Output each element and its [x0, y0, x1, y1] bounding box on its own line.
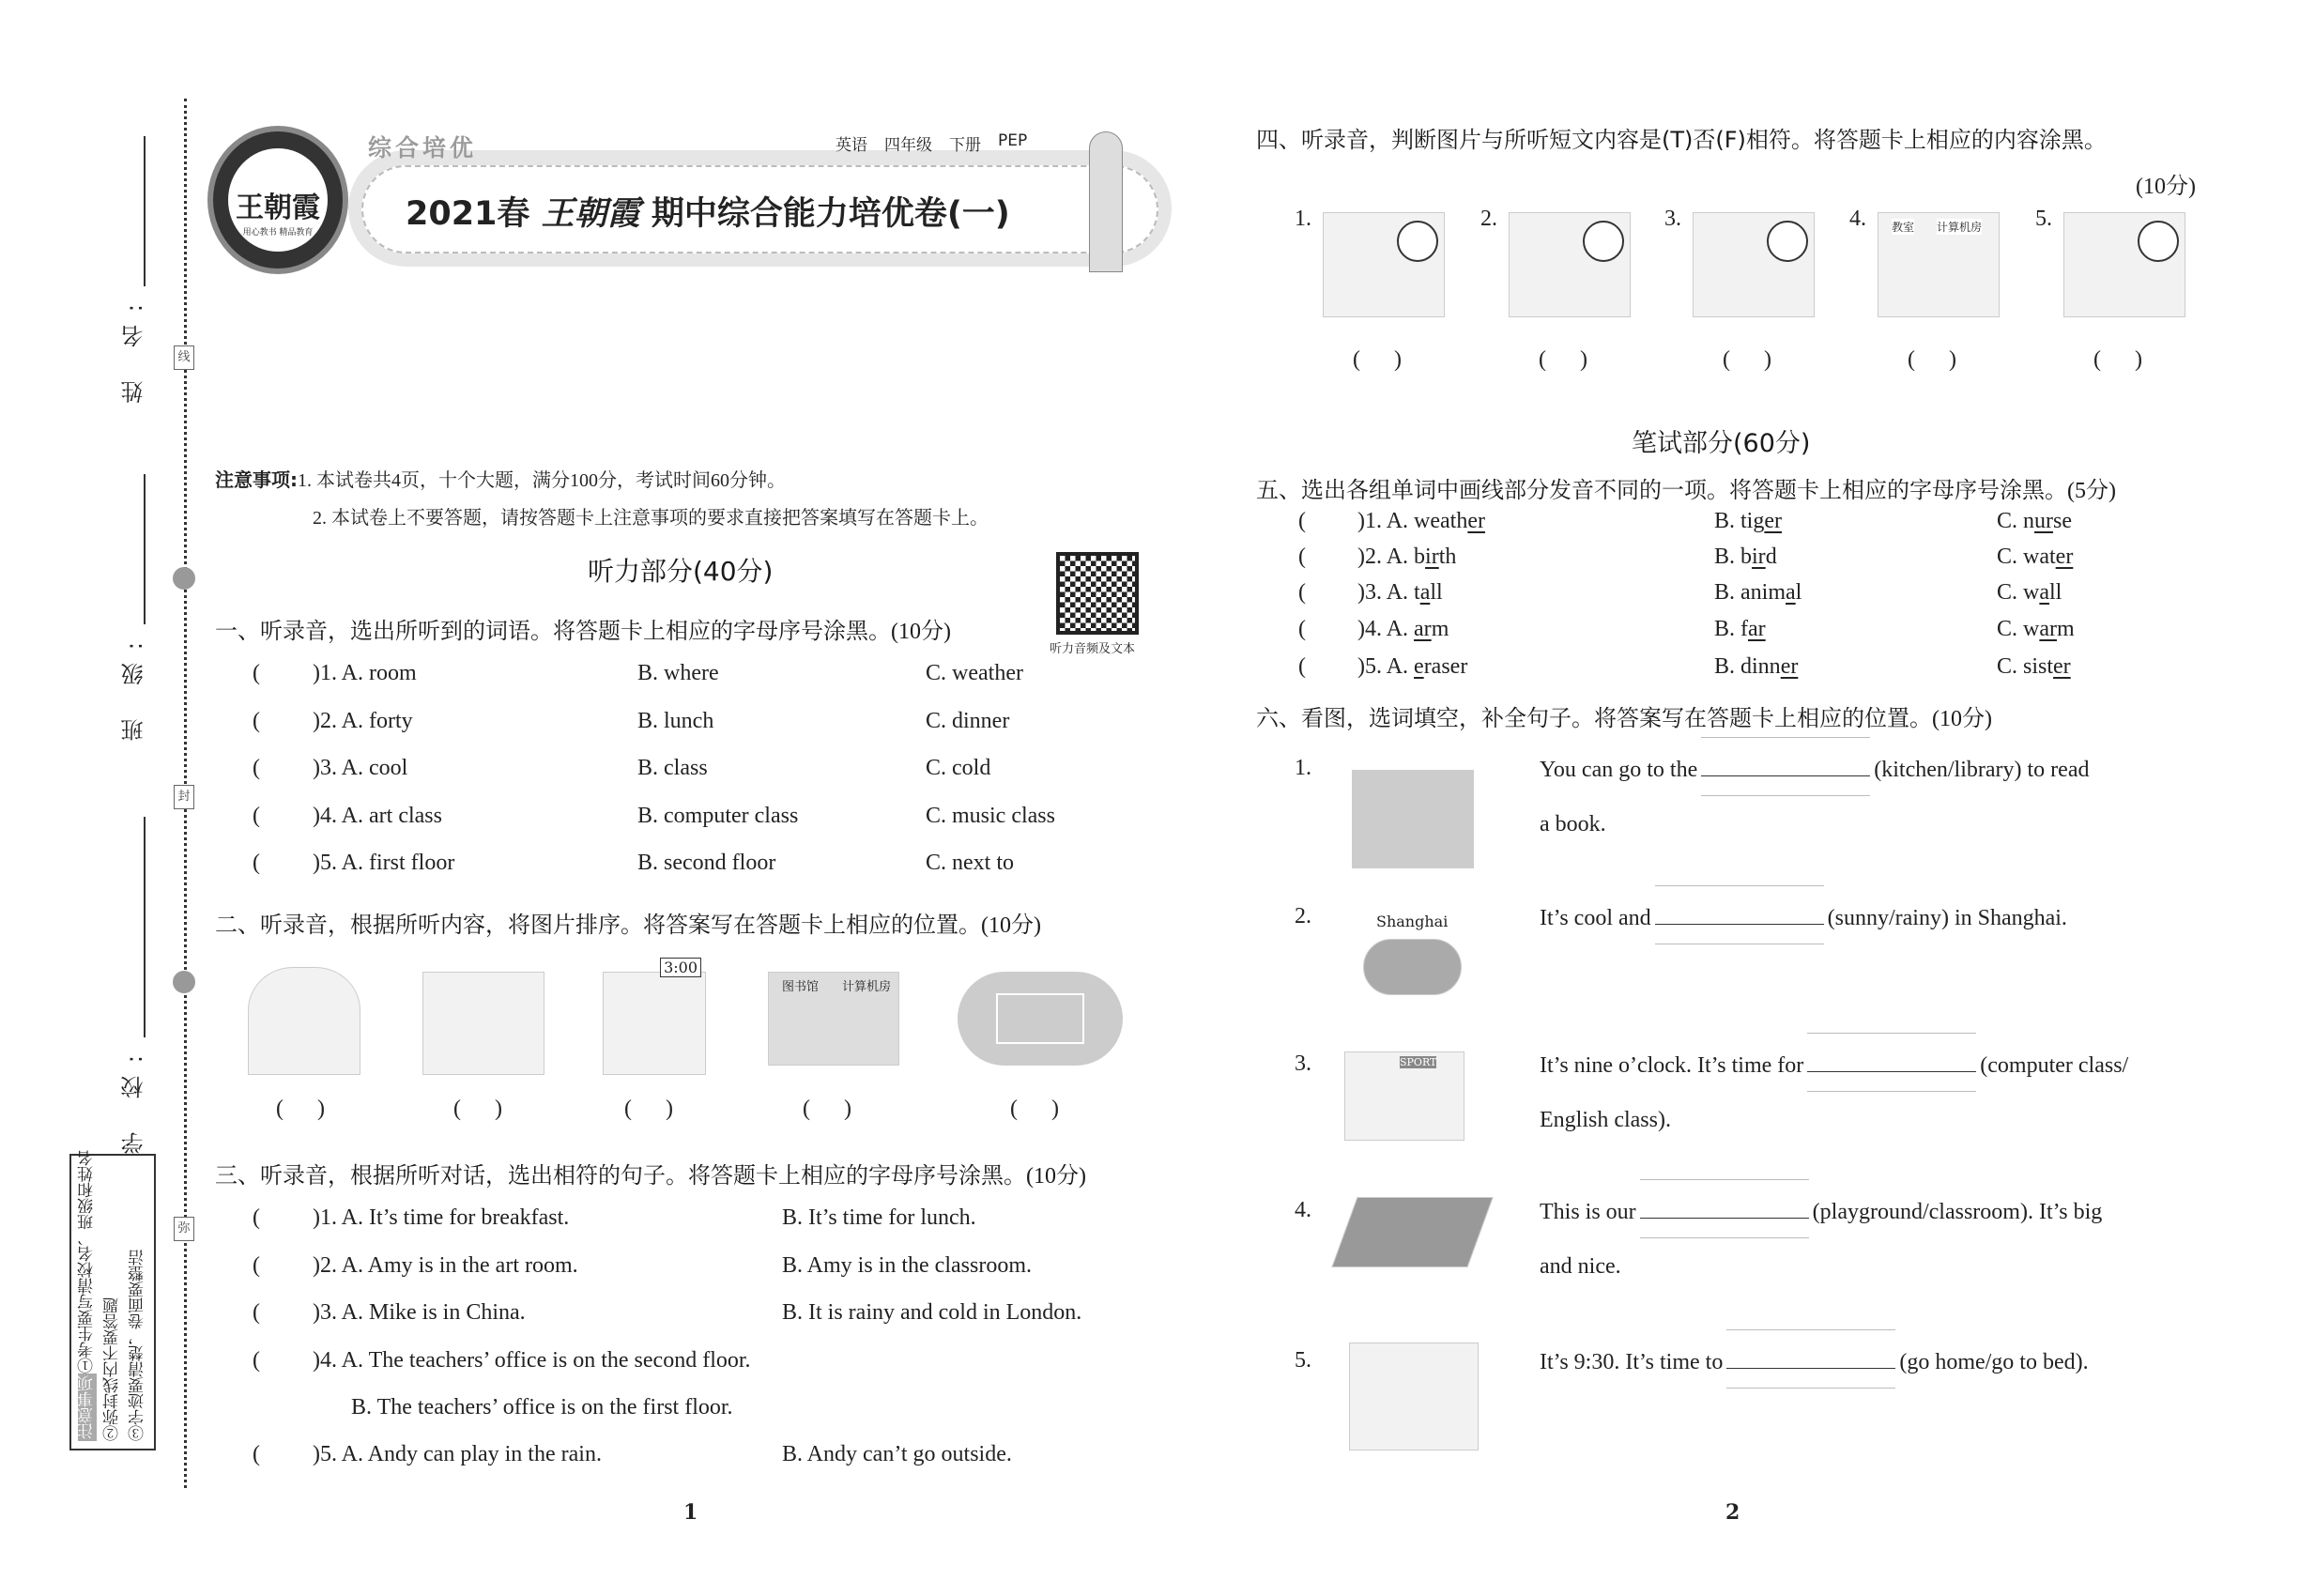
fill-sentence-cont: a book. — [1540, 812, 1606, 836]
option-b: B. It is rainy and cold in London. — [782, 1300, 1082, 1325]
answer-paren[interactable]: ( — [253, 709, 260, 733]
meta-subject: 英语 — [836, 136, 867, 155]
picture-playground-aerial — [1331, 1197, 1493, 1267]
answer-paren[interactable]: ( — [1298, 617, 1306, 641]
answer-paren[interactable]: ( ) — [1539, 347, 1587, 372]
answer-paren[interactable]: ( ) — [453, 1097, 502, 1121]
answer-paren[interactable]: ( ) — [1908, 347, 1956, 372]
s3-heading: 三、听录音，根据所听对话，选出相符的句子。将答题卡上相应的字母序号涂黑。(10分) — [215, 1162, 1086, 1189]
seal-mark: 弥 — [174, 1217, 194, 1241]
item-number: 3. — [1295, 1051, 1311, 1076]
s1-heading: 一、听录音，选出所听到的词语。将答题卡上相应的字母序号涂黑。(10分) — [215, 618, 951, 644]
option-b: B. It’s time for lunch. — [782, 1205, 976, 1230]
answer-paren[interactable]: ( ) — [803, 1097, 851, 1121]
option-c: C. dinner — [926, 709, 1010, 733]
word-option: )2. A. birth — [1357, 545, 1457, 569]
page-number: 1 — [683, 1500, 698, 1525]
room-sign: 计算机房 — [842, 980, 892, 994]
picture-playground — [958, 972, 1123, 1066]
picture-item — [2063, 212, 2185, 317]
room-sign: 教室 — [1892, 221, 1915, 234]
shanghai-label: Shanghai — [1376, 913, 1449, 930]
answer-paren[interactable]: ( ) — [2093, 347, 2142, 372]
meta-grade: 四年级 — [884, 136, 932, 155]
answer-paren[interactable]: ( — [253, 1300, 260, 1325]
qr-caption: 听力音频及文本 — [1050, 642, 1136, 656]
item-number: 5. — [1295, 1348, 1311, 1373]
answer-paren[interactable]: ( ) — [1353, 347, 1402, 372]
clock-label: 3:00 — [660, 958, 701, 977]
clock-icon — [1583, 221, 1624, 262]
notes-text: 1. 本试卷共4页，十个大题，满分100分，考试时间60分钟。 — [298, 470, 786, 491]
option-b: B. Amy is in the classroom. — [782, 1253, 1032, 1278]
notice-item: ①考生要写清校名、班级和姓名 — [78, 1150, 97, 1373]
option-a: )1. A. room — [313, 661, 417, 685]
picture-children — [422, 972, 544, 1075]
answer-paren[interactable]: ( — [1298, 509, 1306, 533]
word-option: B. far — [1714, 617, 1766, 641]
option-a: )4. A. art class — [313, 804, 442, 828]
answer-paren[interactable]: ( — [253, 851, 260, 875]
s5-heading: 五、选出各组单词中画线部分发音不同的一项。将答题卡上相应的字母序号涂黑。(5分) — [1256, 477, 2116, 503]
room-sign: 计算机房 — [1937, 221, 1983, 234]
title-brand: 王朝霞 — [541, 194, 640, 233]
answer-paren[interactable]: ( — [253, 1205, 260, 1230]
word-option: B. tiger — [1714, 509, 1782, 533]
option-a: )3. A. Mike is in China. — [313, 1300, 526, 1325]
picture-windy-tree — [248, 967, 360, 1075]
answer-paren[interactable]: ( — [253, 661, 260, 685]
word-option: C. warm — [1997, 617, 2075, 641]
title-main: 期中综合能力培优卷(一) — [651, 195, 1010, 233]
title-year: 2021春 — [406, 195, 530, 233]
option-a: )5. A. Andy can play in the rain. — [313, 1442, 602, 1466]
option-a: )2. A. Amy is in the art room. — [313, 1253, 578, 1278]
answer-paren[interactable]: ( ) — [1010, 1097, 1059, 1121]
s2-heading: 二、听录音，根据所听内容，将图片排序。将答案写在答题卡上相应的位置。(10分) — [215, 912, 1041, 938]
word-option: C. wall — [1997, 580, 2062, 605]
item-number: 1. — [1295, 756, 1311, 780]
item-number: 2. — [1480, 207, 1497, 231]
option-c: C. cold — [926, 756, 991, 780]
qr-code[interactable] — [1056, 552, 1139, 635]
answer-paren[interactable]: ( — [253, 756, 260, 780]
notice-item: ②弥封线内不要答题 — [103, 1297, 122, 1441]
answer-paren[interactable]: ( — [253, 1253, 260, 1278]
item-number: 5. — [2035, 207, 2052, 231]
option-b: B. where — [637, 661, 719, 685]
meta-edition: PEP — [998, 131, 1028, 150]
option-a: )2. A. forty — [313, 709, 413, 733]
answer-blank[interactable] — [1726, 1348, 1895, 1369]
exam-title — [406, 188, 1010, 235]
picture-item — [1323, 212, 1445, 317]
word-option: )1. A. weather — [1357, 509, 1485, 533]
s6-heading: 六、看图，选词填空，补全句子。将答案写在答题卡上相应的位置。(10分) — [1256, 705, 1992, 731]
class-label: 班 级: — [121, 629, 147, 742]
notice-title: 注意事项 — [78, 1375, 97, 1439]
answer-paren[interactable]: ( ) — [1723, 347, 1771, 372]
s4-points: (10分) — [2136, 175, 2196, 199]
notice-box — [69, 1150, 156, 1450]
page-number: 2 — [1725, 1500, 1740, 1525]
meta-labels — [836, 131, 1027, 155]
name-label: 姓 名: — [121, 291, 147, 404]
option-a: )1. A. It’s time for breakfast. — [313, 1205, 570, 1230]
word-option: B. bird — [1714, 545, 1777, 569]
answer-paren[interactable]: ( — [1298, 580, 1306, 605]
lighthouse-icon — [1089, 131, 1123, 272]
option-b: B. second floor — [637, 851, 776, 875]
option-c: C. next to — [926, 851, 1014, 875]
answer-paren[interactable]: ( — [253, 1442, 260, 1466]
answer-blank[interactable] — [1701, 756, 1870, 776]
item-number: 4. — [1849, 207, 1866, 231]
clock-icon — [1397, 221, 1438, 262]
answer-blank[interactable] — [1640, 1198, 1809, 1219]
word-option: C. water — [1997, 545, 2074, 569]
notes-label: 注意事项: — [215, 468, 298, 491]
word-option: C. nurse — [1997, 509, 2073, 533]
listening-title: 听力部分(40分) — [588, 556, 774, 587]
class-line[interactable] — [144, 474, 146, 624]
option-c: C. music class — [926, 804, 1055, 828]
option-a: )5. A. first floor — [313, 851, 455, 875]
option-b: B. lunch — [637, 709, 714, 733]
notes-line1 — [215, 465, 786, 492]
word-option: )4. A. arm — [1357, 617, 1449, 641]
item-number: 1. — [1295, 207, 1311, 231]
brand-logo — [207, 126, 348, 274]
answer-blank[interactable] — [1655, 904, 1824, 925]
picture-rain-cloud — [1363, 939, 1462, 995]
option-a: )4. A. The teachers’ office is on the second floor. — [313, 1348, 751, 1373]
writing-title: 笔试部分(60分) — [1632, 429, 1811, 458]
logo-slogan: 用心教书 精品教育 — [242, 228, 314, 238]
notes-line2: 2. 本试卷上不要答题，请按答题卡上注意事项的要求直接把答案填写在答题卡上。 — [313, 508, 989, 529]
item-number: 4. — [1295, 1198, 1311, 1222]
answer-paren[interactable]: ( — [253, 1348, 260, 1373]
notice-item: ③字迹要清楚，卷面要整洁 — [129, 1250, 147, 1441]
room-sign: 图书馆 — [782, 980, 820, 994]
logo-text: 王朝霞 — [236, 192, 320, 224]
picture-item — [1878, 212, 2000, 317]
seal-mark: 线 — [174, 345, 194, 370]
word-option: )5. A. eraser — [1357, 654, 1468, 679]
option-b: B. class — [637, 756, 708, 780]
word-option: B. animal — [1714, 580, 1802, 605]
answer-paren[interactable]: ( ) — [276, 1097, 325, 1121]
sport-sign: SPORT — [1400, 1056, 1437, 1068]
school-label: 学 校: — [121, 1042, 147, 1155]
option-b: B. The teachers’ office is on the first floor. — [351, 1395, 733, 1420]
picture-item — [1509, 212, 1631, 317]
fill-sentence-cont: English class). — [1540, 1108, 1671, 1132]
picture-item — [1693, 212, 1815, 317]
clock-icon — [2138, 221, 2179, 262]
option-c: C. weather — [926, 661, 1023, 685]
option-a: )3. A. cool — [313, 756, 408, 780]
meta-term: 下册 — [949, 136, 981, 155]
fill-sentence: It’s nine o’clock. It’s time for (computer class/ — [1540, 1053, 2129, 1078]
name-line[interactable] — [144, 136, 146, 286]
answer-blank[interactable] — [1807, 1051, 1976, 1072]
clock-icon — [1767, 221, 1808, 262]
picture-boy-bedroom — [1349, 1343, 1479, 1450]
school-line[interactable] — [144, 817, 146, 1037]
picture-students — [1344, 1051, 1464, 1141]
seal-mark: 封 — [174, 785, 194, 809]
tag-label: 综合培优 — [368, 134, 478, 161]
answer-paren[interactable]: ( — [253, 804, 260, 828]
score-table — [215, 356, 1172, 442]
picture-classroom-clock — [603, 959, 706, 1075]
picture-library-computer-room — [768, 972, 899, 1066]
seal-emblem — [173, 567, 195, 590]
answer-paren[interactable]: ( — [1298, 654, 1306, 679]
fill-sentence: You can go to the (kitchen/library) to read — [1540, 758, 2090, 782]
s4-heading: 四、听录音，判断图片与所听短文内容是(T)否(F)相符。将答题卡上相应的内容涂黑。 — [1256, 127, 2107, 153]
answer-paren[interactable]: ( ) — [624, 1097, 673, 1121]
fill-sentence: It’s 9:30. It’s time to (go home/go to bed). — [1540, 1350, 2089, 1374]
word-option: )3. A. tall — [1357, 580, 1443, 605]
item-number: 3. — [1664, 207, 1681, 231]
seal-emblem — [173, 971, 195, 993]
fill-sentence: It’s cool and (sunny/rainy) in Shanghai. — [1540, 906, 2067, 930]
word-option: B. dinner — [1714, 654, 1799, 679]
fill-sentence: This is our (playground/classroom). It’s big — [1540, 1200, 2103, 1224]
answer-paren[interactable]: ( — [1298, 545, 1306, 569]
word-option: C. sister — [1997, 654, 2071, 679]
picture-building — [1352, 770, 1474, 868]
fill-sentence-cont: and nice. — [1540, 1254, 1621, 1279]
option-b: B. computer class — [637, 804, 799, 828]
item-number: 2. — [1295, 904, 1311, 928]
option-b: B. Andy can’t go outside. — [782, 1442, 1012, 1466]
